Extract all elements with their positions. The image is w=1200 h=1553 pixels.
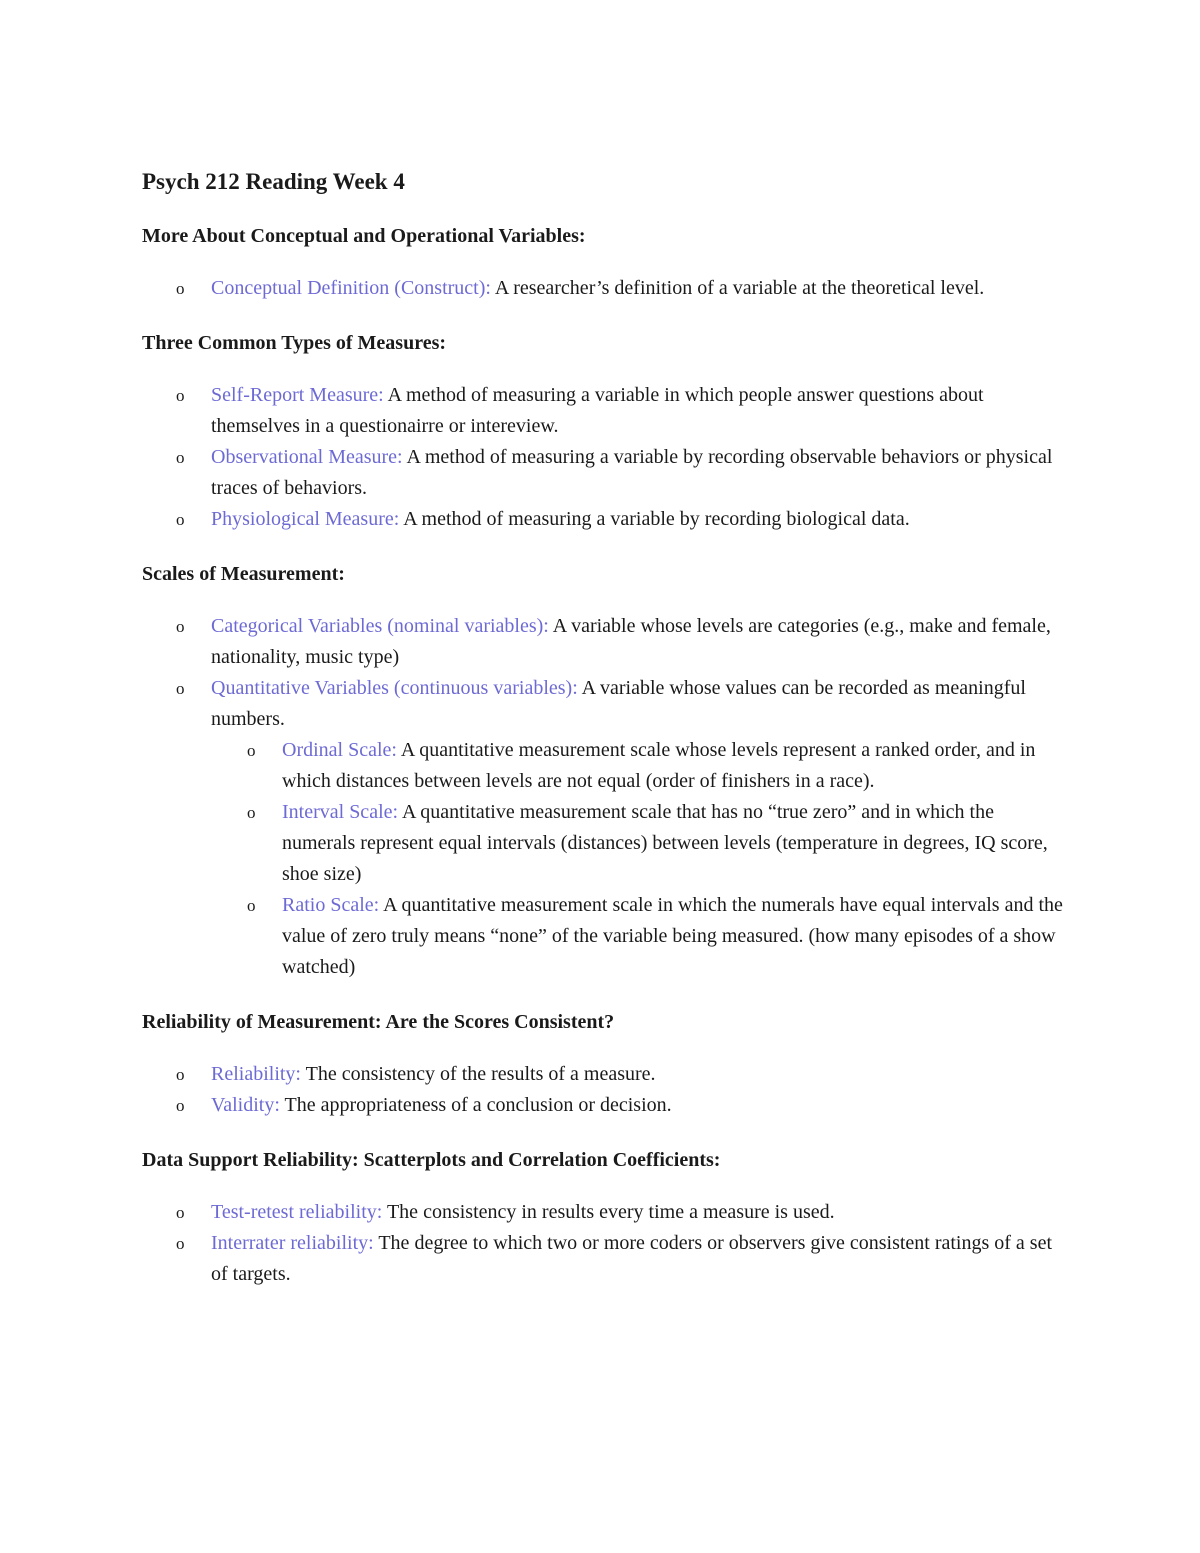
bullet-icon: o <box>176 1065 185 1084</box>
term-label: Test-retest reliability: <box>211 1201 383 1223</box>
definition-text: A variable whose levels are categories (e.g., make and female, nationality, music type) <box>211 615 1051 668</box>
section <box>142 1007 1072 1121</box>
section <box>142 1145 1072 1290</box>
bullet-icon: o <box>247 741 256 760</box>
section-heading: More About Conceptual and Operational Variables: <box>142 225 586 247</box>
definition-text: A method of measuring a variable by recording observable behaviors or physical traces of behaviors. <box>211 446 1053 499</box>
bullet-list <box>142 1197 1072 1290</box>
bullet-icon: o <box>176 617 185 636</box>
bullet-icon: o <box>176 1234 185 1253</box>
sub-list-item <box>211 890 1072 983</box>
list-item <box>142 1228 1072 1290</box>
definition-text: The consistency in results every time a measure is used. <box>386 1201 835 1223</box>
sub-list-item <box>211 797 1072 890</box>
bullet-icon: o <box>176 679 185 698</box>
list-item <box>142 673 1072 983</box>
bullet-list <box>142 380 1072 535</box>
document-page <box>142 165 1072 1314</box>
term-label: Physiological Measure: <box>211 508 400 530</box>
sub-list-item <box>211 735 1072 797</box>
term-label: Categorical Variables (nominal variables): <box>211 615 549 637</box>
bullet-icon: o <box>247 896 256 915</box>
definition-text: A method of measuring a variable in which people answer questions about themselves in a questionairre or intereview. <box>211 384 984 437</box>
list-item <box>142 1090 1072 1121</box>
sections-container <box>142 221 1072 1290</box>
section <box>142 328 1072 535</box>
definition-text: A researcher’s definition of a variable at the theoretical level. <box>494 277 985 299</box>
term-label: Reliability: <box>211 1063 301 1085</box>
definition-text: A variable whose values can be recorded as meaningful numbers. <box>211 677 1026 730</box>
term-label: Validity: <box>211 1094 280 1116</box>
list-item <box>142 504 1072 535</box>
definition-text: A quantitative measurement scale whose levels represent a ranked order, and in which distances between levels are not equal (order of finishers in a race). <box>282 739 1036 792</box>
section-heading: Three Common Types of Measures: <box>142 332 447 354</box>
bullet-icon: o <box>176 1203 185 1222</box>
bullet-list <box>142 273 1072 304</box>
definition-text: The consistency of the results of a measure. <box>305 1063 656 1085</box>
definition-text: The degree to which two or more coders or observers give consistent ratings of a set of targets. <box>211 1232 1053 1285</box>
bullet-icon: o <box>176 448 185 467</box>
section-heading: Data Support Reliability: Scatterplots and Correlation Coefficients: <box>142 1149 721 1171</box>
term-label: Interval Scale: <box>282 801 399 823</box>
bullet-icon: o <box>176 510 185 529</box>
term-label: Ordinal Scale: <box>282 739 397 761</box>
bullet-list <box>142 1059 1072 1121</box>
definition-text: A method of measuring a variable by recording biological data. <box>403 508 910 530</box>
section <box>142 221 1072 304</box>
definition-text: The appropriateness of a conclusion or decision. <box>284 1094 672 1116</box>
term-label: Self-Report Measure: <box>211 384 384 406</box>
term-label: Conceptual Definition (Construct): <box>211 277 491 299</box>
page-title: Psych 212 Reading Week 4 <box>142 169 405 194</box>
bullet-icon: o <box>247 803 256 822</box>
bullet-icon: o <box>176 1096 185 1115</box>
section-heading: Scales of Measurement: <box>142 563 345 585</box>
list-item <box>142 1059 1072 1090</box>
bullet-icon: o <box>176 386 185 405</box>
bullet-icon: o <box>176 279 185 298</box>
term-label: Quantitative Variables (continuous variables): <box>211 677 578 699</box>
list-item <box>142 1197 1072 1228</box>
definition-text: A quantitative measurement scale in which the numerals have equal intervals and the value of zero truly means “none” of the variable being measured. (how many episodes of a show watched) <box>282 894 1063 978</box>
bullet-list <box>142 611 1072 983</box>
term-label: Ratio Scale: <box>282 894 380 916</box>
definition-text: A quantitative measurement scale that has no “true zero” and in which the numerals represent equal intervals (distances) between levels (temperature in degrees, IQ score, shoe size) <box>282 801 1048 885</box>
term-label: Interrater reliability: <box>211 1232 374 1254</box>
section-heading: Reliability of Measurement: Are the Scores Consistent? <box>142 1011 615 1033</box>
list-item <box>142 611 1072 673</box>
sub-list <box>211 735 1072 983</box>
list-item <box>142 273 1072 304</box>
list-item <box>142 442 1072 504</box>
list-item <box>142 380 1072 442</box>
section <box>142 559 1072 983</box>
term-label: Observational Measure: <box>211 446 403 468</box>
